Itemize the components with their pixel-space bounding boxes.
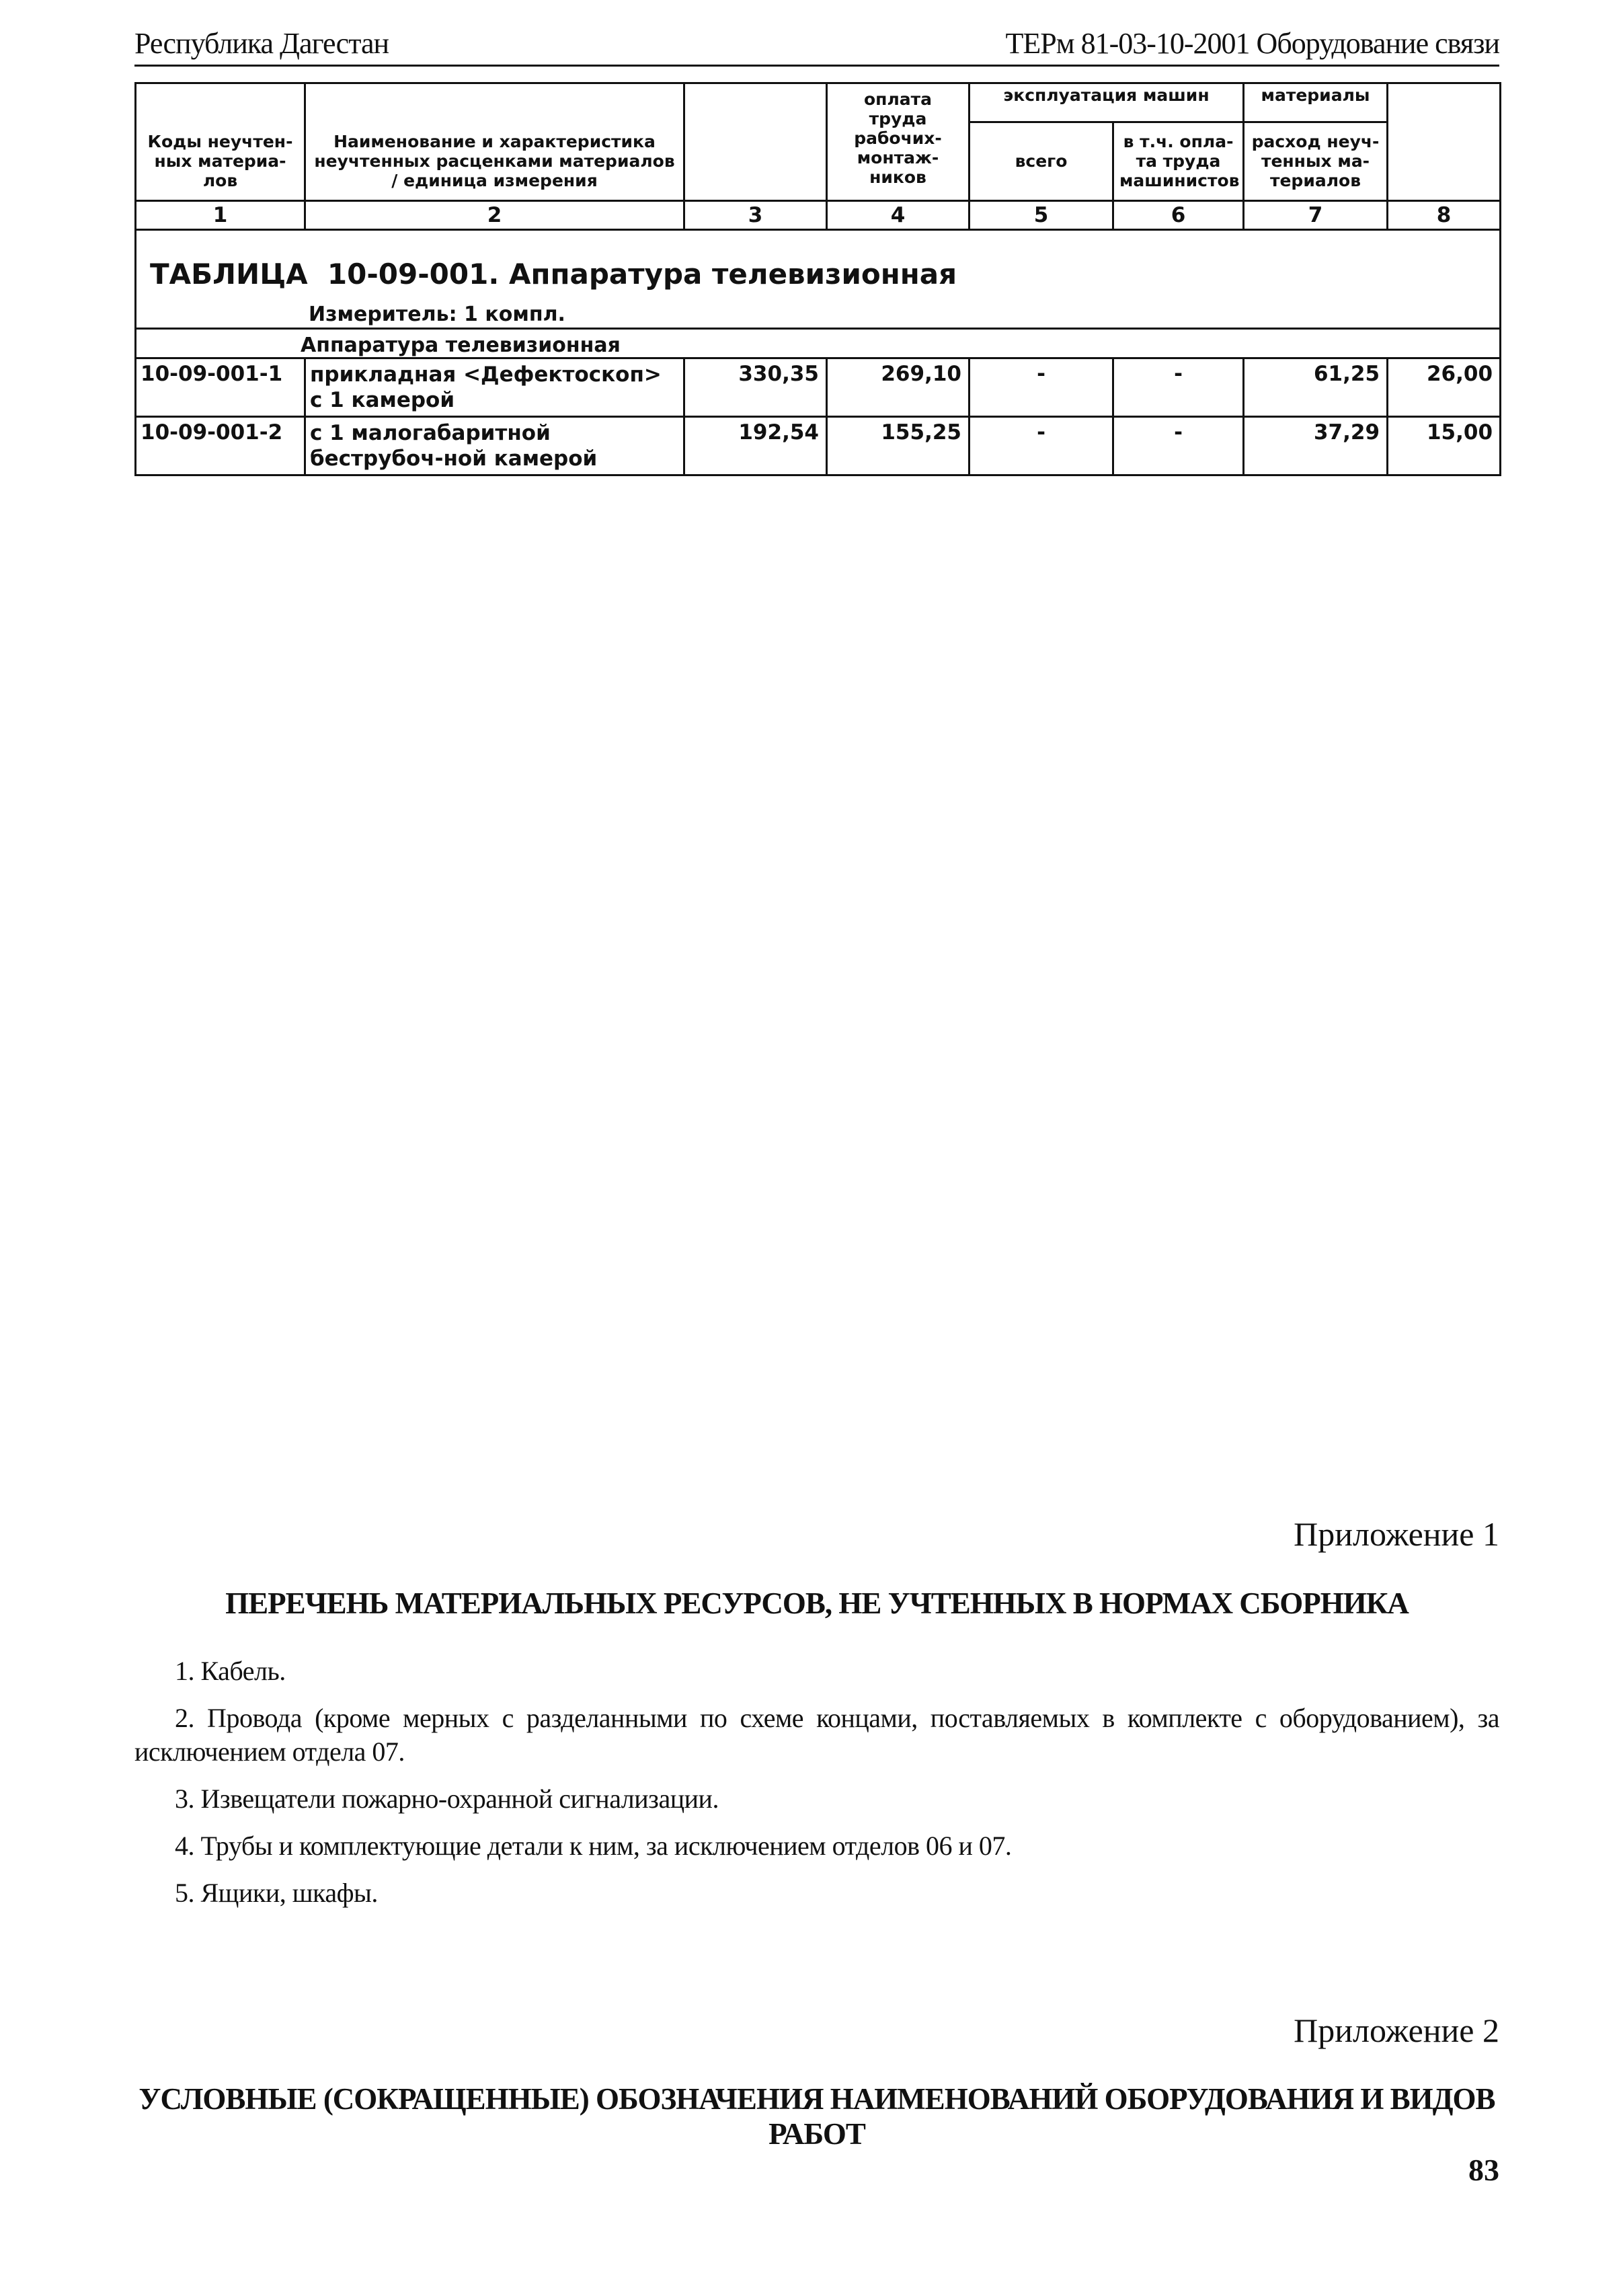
row-total-cost: 330,35 <box>684 358 827 417</box>
header-region: Республика Дагестан <box>134 27 389 60</box>
row-code: 10-09-001-1 <box>136 358 305 417</box>
col8-header <box>1388 83 1501 201</box>
table-title-name: Аппаратура телевизионная <box>508 258 957 291</box>
col5-header: всего <box>970 122 1113 201</box>
list-item: 1. Кабель. <box>175 1656 286 1686</box>
row-labor-hours: 26,00 <box>1388 358 1501 417</box>
col-number: 6 <box>1113 201 1244 230</box>
col4-header: оплата труда рабочих-монтаж-ников <box>827 83 970 201</box>
unit-label: Измеритель: <box>309 303 457 326</box>
table-title <box>150 258 1486 291</box>
list-item: 3. Извещатели пожарно-охранной сигнализации. <box>175 1784 719 1814</box>
page-number: 83 <box>1468 2153 1499 2187</box>
col2-header: Наименование и характеристика неучтенных расценками материалов / единица измерения <box>305 122 684 201</box>
running-header <box>134 26 1499 67</box>
list-item: 5. Ящики, шкафы. <box>175 1878 378 1908</box>
row-code: 10-09-001-2 <box>136 417 305 475</box>
group-row <box>136 329 1501 358</box>
norms-table <box>134 82 1501 476</box>
row-materials: 37,29 <box>1244 417 1388 475</box>
unit-value: 1 компл. <box>464 303 565 326</box>
col6-header: в т.ч. опла-та труда машинистов <box>1113 122 1244 201</box>
row-name: прикладная <Дефектоскоп> с 1 камерой <box>305 358 684 417</box>
row-total-cost: 192,54 <box>684 417 827 475</box>
col-number: 8 <box>1388 201 1501 230</box>
row-machines-total: - <box>970 358 1113 417</box>
table-unit <box>150 303 1486 326</box>
row-labor-cost: 155,25 <box>827 417 970 475</box>
col7-header: расход неуч-тенных ма-териалов <box>1244 122 1388 201</box>
header-document-code: ТЕРм 81-03-10-2001 Оборудование связи <box>1005 27 1499 60</box>
list-item: 4. Трубы и комплектующие детали к ним, за исключением отделов 06 и 07. <box>175 1831 1012 1861</box>
row-machines-total: - <box>970 417 1113 475</box>
header-row-top <box>136 83 1501 122</box>
col-number: 1 <box>136 201 305 230</box>
row-materials: 61,25 <box>1244 358 1388 417</box>
group-heading: Аппаратура телевизионная <box>136 329 1501 358</box>
list-item: 2. Провода (кроме мерных с разделанными по схеме концами, поставляемых в комплекте с оборудованием), за исключением отдела 07. <box>134 1703 1499 1767</box>
col-number: 3 <box>684 201 827 230</box>
appendix-1-label: Приложение 1 <box>1294 1515 1499 1553</box>
row-machinists-pay: - <box>1113 358 1244 417</box>
row-labor-hours: 15,00 <box>1388 417 1501 475</box>
col-number: 5 <box>970 201 1113 230</box>
col-number: 4 <box>827 201 970 230</box>
row-labor-cost: 269,10 <box>827 358 970 417</box>
col2-header-top <box>305 83 684 122</box>
row-machinists-pay: - <box>1113 417 1244 475</box>
appendix-2-title: УСЛОВНЫЕ (СОКРАЩЕННЫЕ) ОБОЗНАЧЕНИЯ НАИМЕНОВАНИЙ ОБОРУДОВАНИЯ И ВИДОВ РАБОТ <box>139 2082 1495 2151</box>
table-title-prefix: ТАБЛИЦА <box>150 258 308 291</box>
table-caption-row <box>136 230 1501 329</box>
appendix-1-title: ПЕРЕЧЕНЬ МАТЕРИАЛЬНЫХ РЕСУРСОВ, НЕ УЧТЕННЫХ В НОРМАХ СБОРНИКА <box>225 1586 1409 1620</box>
col-number: 2 <box>305 201 684 230</box>
col1-header: Коды неучтен-ных материа-лов <box>136 122 305 201</box>
col3-header <box>684 83 827 201</box>
table-row <box>136 417 1501 475</box>
table-caption <box>136 230 1501 329</box>
appendix-2-label: Приложение 2 <box>1294 2012 1499 2049</box>
column-number-row <box>136 201 1501 230</box>
materials-group-header: материалы <box>1244 83 1388 122</box>
machines-group-header: эксплуатация машин <box>970 83 1244 122</box>
col1-header-top <box>136 83 305 122</box>
col-number: 7 <box>1244 201 1388 230</box>
row-name: с 1 малогабаритной беструбоч-ной камерой <box>305 417 684 475</box>
materials-list <box>134 1654 1499 1923</box>
table-row <box>136 358 1501 417</box>
table-title-code: 10-09-001. <box>327 258 500 291</box>
